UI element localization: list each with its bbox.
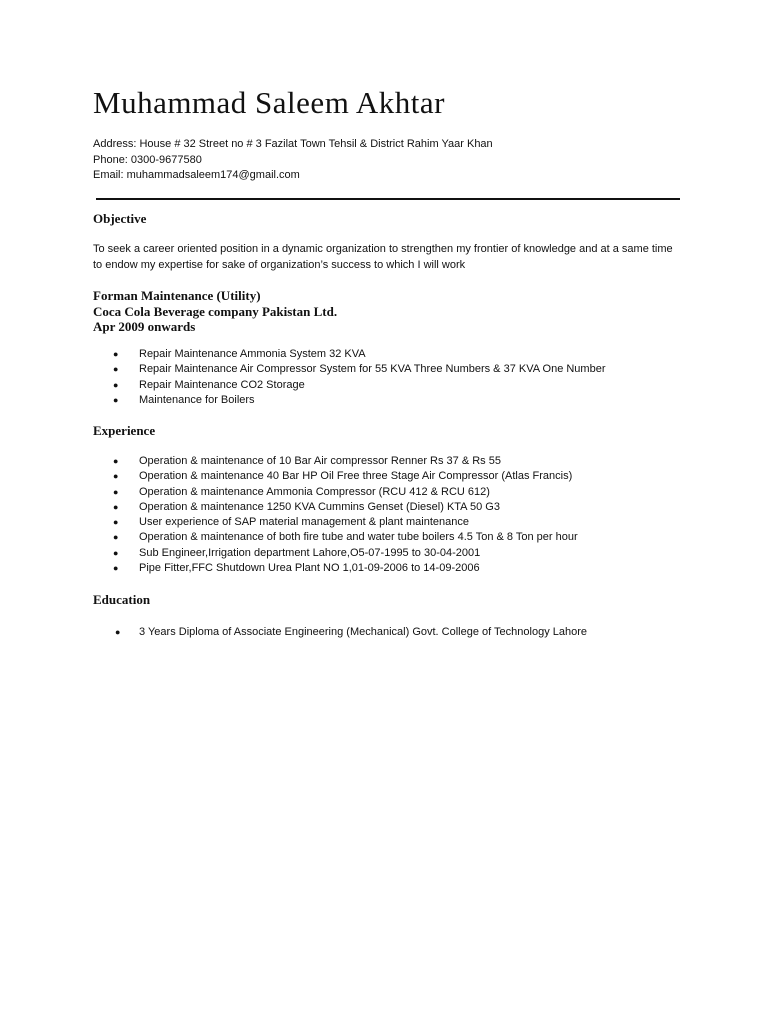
bullet-icon: ● xyxy=(113,471,119,482)
job-title: Forman Maintenance (Utility) xyxy=(93,288,261,303)
bullet-icon: ● xyxy=(115,627,121,637)
education-heading: Education xyxy=(93,592,151,607)
bullet-icon: ● xyxy=(113,517,119,528)
experience-heading: Experience xyxy=(93,423,156,438)
bullet-icon: ● xyxy=(113,349,119,359)
address-line xyxy=(93,137,493,153)
bullet-icon: ● xyxy=(113,456,119,466)
bullet-icon: ● xyxy=(113,532,119,543)
current-job-block xyxy=(93,288,337,335)
resume-page: Muhammad Saleem Akhtar Address: House # 32 Street no # 3 Fazilat Town Tehsil & District Rahim Yaar Khan Phone: 0300-9677580 Email: muhammadsaleem174@gmail.com Objective To seek a career oriented position in a dynamic organization to strengthen my frontier of knowledge and at a same time to endow my expertise for sake of organization’s success to which I will work Forman Maintenance (Utility) Coca Cola Beverage company Pakistan Ltd. Apr 2009 onwards ● Repair Maintenance Ammonia System 32 KVA ● Repair Maintenance Air Compressor System for 55 KVA Three Numbers & 37 KVA One Number ● Repair Maintenance CO2 Storage ● Maintenance for Boilers Experience ● Operation & maintenance of 10 Bar Air compressor Renner Rs 37 & Rs 55 ● Operation & maintenance 40 Bar HP Oil Free three Stage Air Compressor (Atlas Francis) ● Operation & maintenance Ammonia Compressor (RCU 412 & RCU 612) ● Operation & maintenance 1250 KVA Cummins Genset (Diesel) KTA 50 G3 ● User experience of SAP material management & plant maintenance ● Operation & maintenance of both fire tube and water tube boilers 4.5 Ton & 8 Ton per hour ● Sub Engineer,Irrigation department Lahore,O5-07-1995 to 30-04-2001 ● Pipe Fitter,FFC Shutdown Urea Plant NO 1,01-09-2006 to 14-09-2006 Education ● 3 Years Diploma of Associate Engineering (Mechanical) Govt. College of Technology Lahore xyxy=(0,0,768,1024)
phone-line: Phone: 0300-9677580 xyxy=(93,153,202,166)
address-label: Address xyxy=(93,138,134,150)
job-period: Apr 2009 onwards xyxy=(93,319,196,334)
bullet-icon: ● xyxy=(113,563,119,574)
address-colon-value: : House # 32 Street no # 3 Fazilat Town Tehsil & District Rahim Yaar Khan xyxy=(133,138,493,150)
candidate-name: Muhammad Saleem Akhtar xyxy=(93,85,445,120)
bullet-icon: ● xyxy=(113,547,119,558)
bullet-icon: ● xyxy=(113,364,119,375)
objective-heading: Objective xyxy=(93,211,147,226)
bullet-icon: ● xyxy=(113,501,119,512)
email-line: Email: muhammadsaleem174@gmail.com xyxy=(93,169,300,181)
contact-block xyxy=(93,137,493,184)
job-company: Coca Cola Beverage company Pakistan Ltd. xyxy=(93,303,338,319)
bullet-icon: ● xyxy=(113,394,119,405)
objective-text: To seek a career oriented position in a dynamic organization to strengthen my frontier of knowledge and at a same time to endow my expertise for sake of organization’s success to which I will work xyxy=(93,243,673,271)
bullet-icon: ● xyxy=(113,486,119,497)
header-divider xyxy=(96,198,680,200)
bullet-icon: ● xyxy=(113,379,119,390)
